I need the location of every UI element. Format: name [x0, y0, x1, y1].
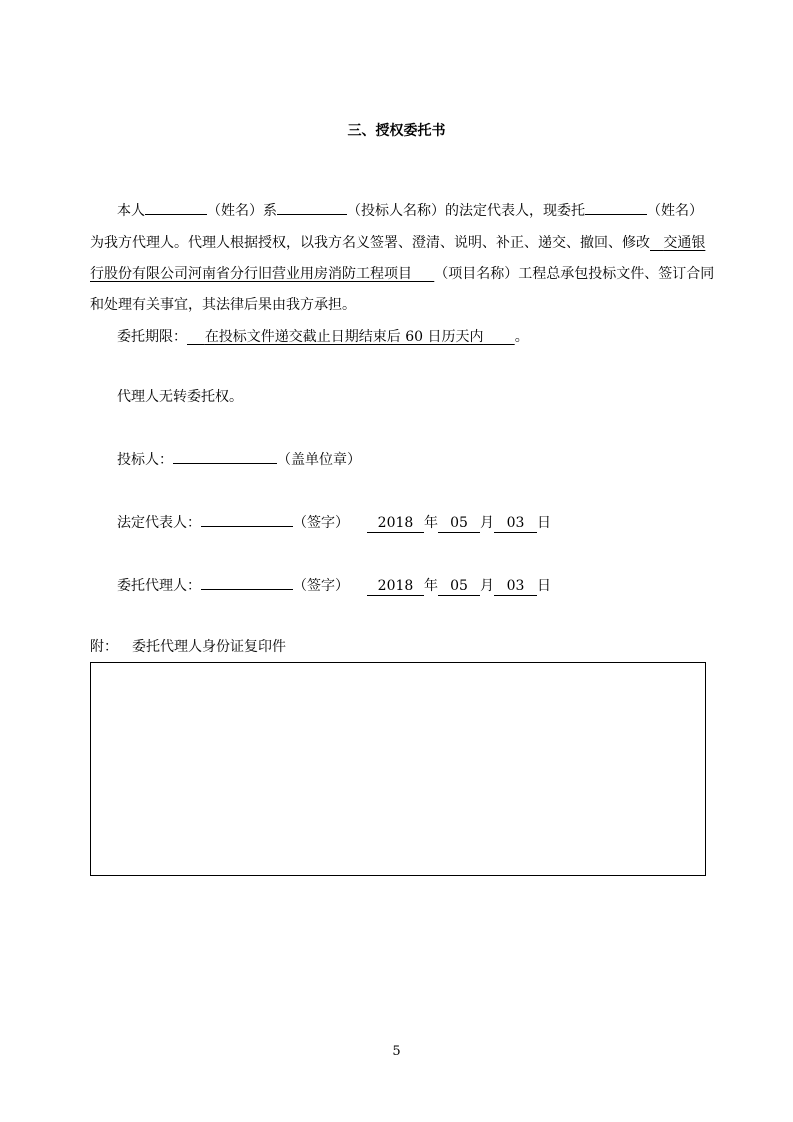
text: 为我方代理人。代理人根据授权，以我方名义签署、澄清、说明、补正、递交、撤回、修改 — [90, 235, 650, 251]
agent-label: 委托代理人： — [117, 578, 201, 594]
agent-name-blank — [585, 214, 647, 215]
text: 年 — [424, 515, 438, 531]
term-line — [117, 327, 737, 347]
bidder-blank — [173, 463, 277, 464]
bidder-line — [117, 450, 737, 470]
seal-note: （盖单位章） — [277, 452, 361, 468]
bidder-label: 投标人： — [117, 452, 173, 468]
attachment-label: 附： — [90, 639, 118, 655]
legal-rep-label: 法定代表人： — [117, 515, 201, 531]
id-copy-box — [90, 662, 706, 876]
project-name-text: 交通银 — [663, 235, 706, 251]
text: （投标人名称）的法定代表人，现委托 — [347, 203, 585, 219]
term-value-text: 在投标文件递交截止日期结束后 60 日历天内 — [204, 329, 484, 345]
day-value: 03 — [494, 515, 537, 533]
intro-line-4: 和处理有关事宜，其法律后果由我方承担。 — [90, 297, 356, 313]
intro-line-3 — [90, 264, 715, 284]
text: 。 — [514, 329, 529, 345]
text: 年 — [424, 578, 438, 594]
term-value — [187, 329, 515, 345]
project-name-text: 行股份有限公司河南省分行旧营业用房消防工程项目 — [90, 266, 412, 282]
text: （姓名）系 — [207, 203, 277, 219]
name-blank — [145, 214, 207, 215]
project-name-part1 — [650, 235, 705, 251]
sign-note: （签字） — [293, 578, 349, 594]
text: 日 — [537, 515, 551, 531]
text: 日 — [537, 578, 551, 594]
day-value: 03 — [494, 578, 537, 596]
text: （姓名） — [647, 203, 703, 219]
attachment-line — [90, 637, 710, 657]
page-title: 三、授权委托书 — [347, 123, 446, 139]
text: 月 — [480, 578, 494, 594]
agent-sign-blank — [201, 589, 293, 590]
text: 本人 — [117, 203, 145, 219]
page-number: 5 — [392, 1044, 401, 1059]
intro-line-2 — [90, 233, 710, 253]
month-value: 05 — [438, 515, 480, 533]
legal-rep-line — [117, 513, 737, 533]
year-value: 2018 — [367, 578, 424, 596]
intro-line-1 — [117, 201, 737, 221]
year-value: 2018 — [367, 515, 424, 533]
term-label: 委托期限： — [117, 329, 187, 345]
legal-rep-sign-blank — [201, 526, 293, 527]
text: 月 — [480, 515, 494, 531]
project-name-part2 — [90, 266, 434, 282]
attachment-text: 委托代理人身份证复印件 — [132, 639, 286, 655]
text: （项目名称）工程总承包投标文件、签订合同 — [434, 266, 715, 282]
no-subdelegation: 代理人无转委托权。 — [117, 389, 243, 405]
agent-line — [117, 576, 737, 596]
sign-note: （签字） — [293, 515, 349, 531]
month-value: 05 — [438, 578, 480, 596]
bidder-name-blank — [277, 214, 347, 215]
